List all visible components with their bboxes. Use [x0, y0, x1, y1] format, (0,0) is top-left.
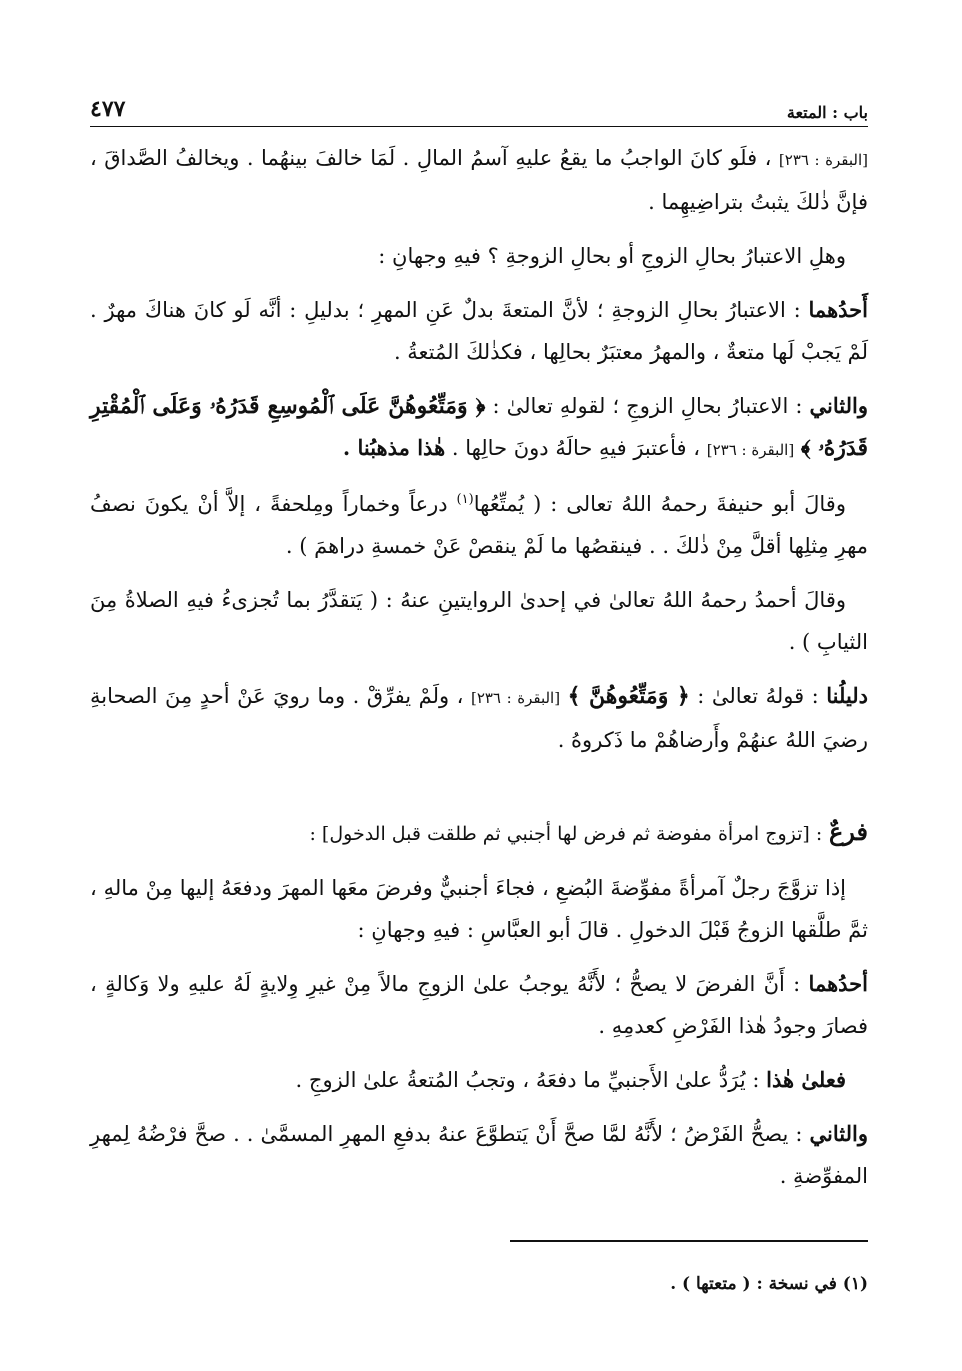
- running-head: باب : المتعة: [786, 103, 868, 122]
- paragraph-text: : الاعتبارُ بحالِ الزوجةِ ؛ لأنَّ المتعةَ بدلٌ عَنِ المهرِ ؛ بدليلِ : أنَّه لَو كانَ هناكَ مهرٌ . لَمْ يَجبْ لَها متعةٌ ، والمهرُ معتبَرٌ بحالِها ، فكذٰلكَ المُتعةُ .: [90, 298, 868, 364]
- paragraph-text: وهلِ الاعتبارُ بحالِ الزوجِ أو بحالِ الزوجةِ ؟ فيهِ وجهانِ :: [378, 244, 846, 268]
- paragraph-text: : أَنَّ الفرضَ لا يصحُّ ؛ لأَنَّهُ يوجبُ علىٰ الزوجِ مالاً مِنْ غيرِ وِلايةٍ لَهُ عليهِ ولا وَكالةٍ ، فصارَ وجودُ هٰذا الفَرْضِ كعدمِهِ .: [90, 972, 868, 1038]
- paragraph-3: [90, 289, 868, 373]
- paragraph-6: [90, 579, 868, 663]
- page-header: [90, 88, 868, 127]
- branch-paragraph-2: [90, 963, 868, 1047]
- madhhab-statement: هٰذا مذهبُنا .: [342, 435, 446, 460]
- paragraph-text: : الاعتبارُ بحالِ الزوجِ ؛ لقولهِ تعالىٰ :: [492, 394, 803, 418]
- paragraph-7: [90, 675, 868, 761]
- footnote: [90, 1274, 868, 1294]
- paragraph-text: : يصحُّ الفَرْضُ ؛ لأَنَّهُ لمَّا صحَّ أَنْ يَتطوَّعَ عنهُ بدفعِ المهرِ المسمَّىٰ . . صحَّ فرْضُهُ لِمهرِ المفوِّضةِ .: [90, 1122, 868, 1188]
- paragraph-lead: دليلُنا: [826, 683, 869, 708]
- body-text: [90, 137, 868, 1197]
- paragraph-text: وقالَ أبو حنيفةَ رحمهُ اللهُ تعالى : ( يُمتِّعُها: [473, 492, 846, 516]
- paragraph-5: [90, 483, 868, 567]
- paragraph-text: ، ولَمْ يفرِّقْ . وما رويَ عَنْ أحدٍ مِنَ الصحابةِ رضيَ اللهُ عنهُمْ وأَرضاهُمْ ما ذَكروهُ .: [90, 684, 868, 752]
- paragraph-text: : قولهُ تعالىٰ :: [697, 684, 819, 708]
- paragraph-text: وقالَ أحمدُ رحمهُ اللهُ تعالىٰ في إحدىٰ الروايتينِ عنهُ : ( يَتقدَّرُ بما تُجزىءُ فيهِ الصلاةُ مِنَ الثيابِ ) .: [90, 588, 868, 654]
- paragraph-lead: والثاني: [809, 393, 868, 418]
- footnote-marker[interactable]: (١): [456, 492, 474, 507]
- paragraph-lead: فعلىٰ هٰذا: [766, 1067, 846, 1092]
- branch-title: : [تزوج امرأة مفوضة ثم فرض لها أجنبي ثم طلقت قبل الدخول] :: [309, 823, 823, 845]
- paragraph-text: ، فأعتبرَ فيهِ حالَهُ دونَ حالِها .: [451, 436, 701, 460]
- paragraph-4: [90, 385, 868, 471]
- paragraph-2: [90, 235, 868, 277]
- paragraph-lead: أَحدُهما: [808, 297, 868, 322]
- paragraph-text: درعاً وخماراً ومِلحفةً ، إلاَّ أنْ يكونَ نصفُ مهرِ مِثلِها أقلَّ مِنْ ذٰلكَ . . فينقصُها ما لَمْ ينقصْ عَنْ خمسةِ دراهمَ ) .: [90, 492, 868, 558]
- page: [90, 88, 868, 1209]
- footnote-text: في نسخة : ( متعتها ) .: [670, 1274, 837, 1294]
- branch-label: فرعٌ: [828, 817, 868, 846]
- section-spacer: [90, 773, 868, 811]
- quran-citation: [البقرة : ٢٣٦]: [778, 151, 868, 169]
- paragraph-1: [90, 137, 868, 223]
- branch-heading: [90, 811, 868, 855]
- paragraph-text: إذا تزوَّجَ رجلٌ آمرأةً مفوِّضةَ البُضعِ ، فجاءَ أجنبيٌّ وفرضَ معَها المهرَ ودفعَهُ إليها مِنْ مالهِ ، ثمَّ طلَّقها الزوجُ قَبْلَ الدخولِ . قالَ أبو العبَّاسِ : فيهِ وجهانِ :: [90, 876, 868, 942]
- footnote-number: (١): [842, 1274, 868, 1294]
- paragraph-text: ، فلَو كانَ الواجبُ ما يقعُ عليهِ آسمُ المالِ . لَمَا خالفَ بينهُما . ويخالفُ الصَّداقَ ، فإنَّ ذٰلكَ يثبتُ بتراضِيهِما .: [90, 146, 868, 214]
- quran-citation: [البقرة : ٢٣٦]: [706, 441, 795, 459]
- quran-verse: ﴿ وَمَتِّعُوهُنَّ عَلَى ٱلْمُوسِعِ قَدَرُهُۥ وَعَلَى ٱلْمُقْتِرِ قَدَرُهُۥ ﴾: [90, 393, 868, 461]
- branch-paragraph-4: [90, 1113, 868, 1197]
- paragraph-lead: والثاني: [809, 1121, 868, 1146]
- quran-verse: ﴿ وَمَتِّعُوهُنَّ ﴾: [567, 683, 690, 709]
- branch-paragraph-3: [90, 1059, 868, 1101]
- quran-citation: [البقرة : ٢٣٦]: [470, 689, 561, 707]
- branch-paragraph-1: [90, 867, 868, 951]
- footnote-divider: [510, 1240, 868, 1242]
- paragraph-lead: أحدُهما: [808, 971, 868, 996]
- page-number: ٤٧٧: [90, 96, 126, 122]
- paragraph-text: : يُرَدُّ علىٰ الأَجنبيِّ ما دفعَهُ ، وتجبُ المُتعةُ علىٰ الزوجِ .: [295, 1068, 760, 1092]
